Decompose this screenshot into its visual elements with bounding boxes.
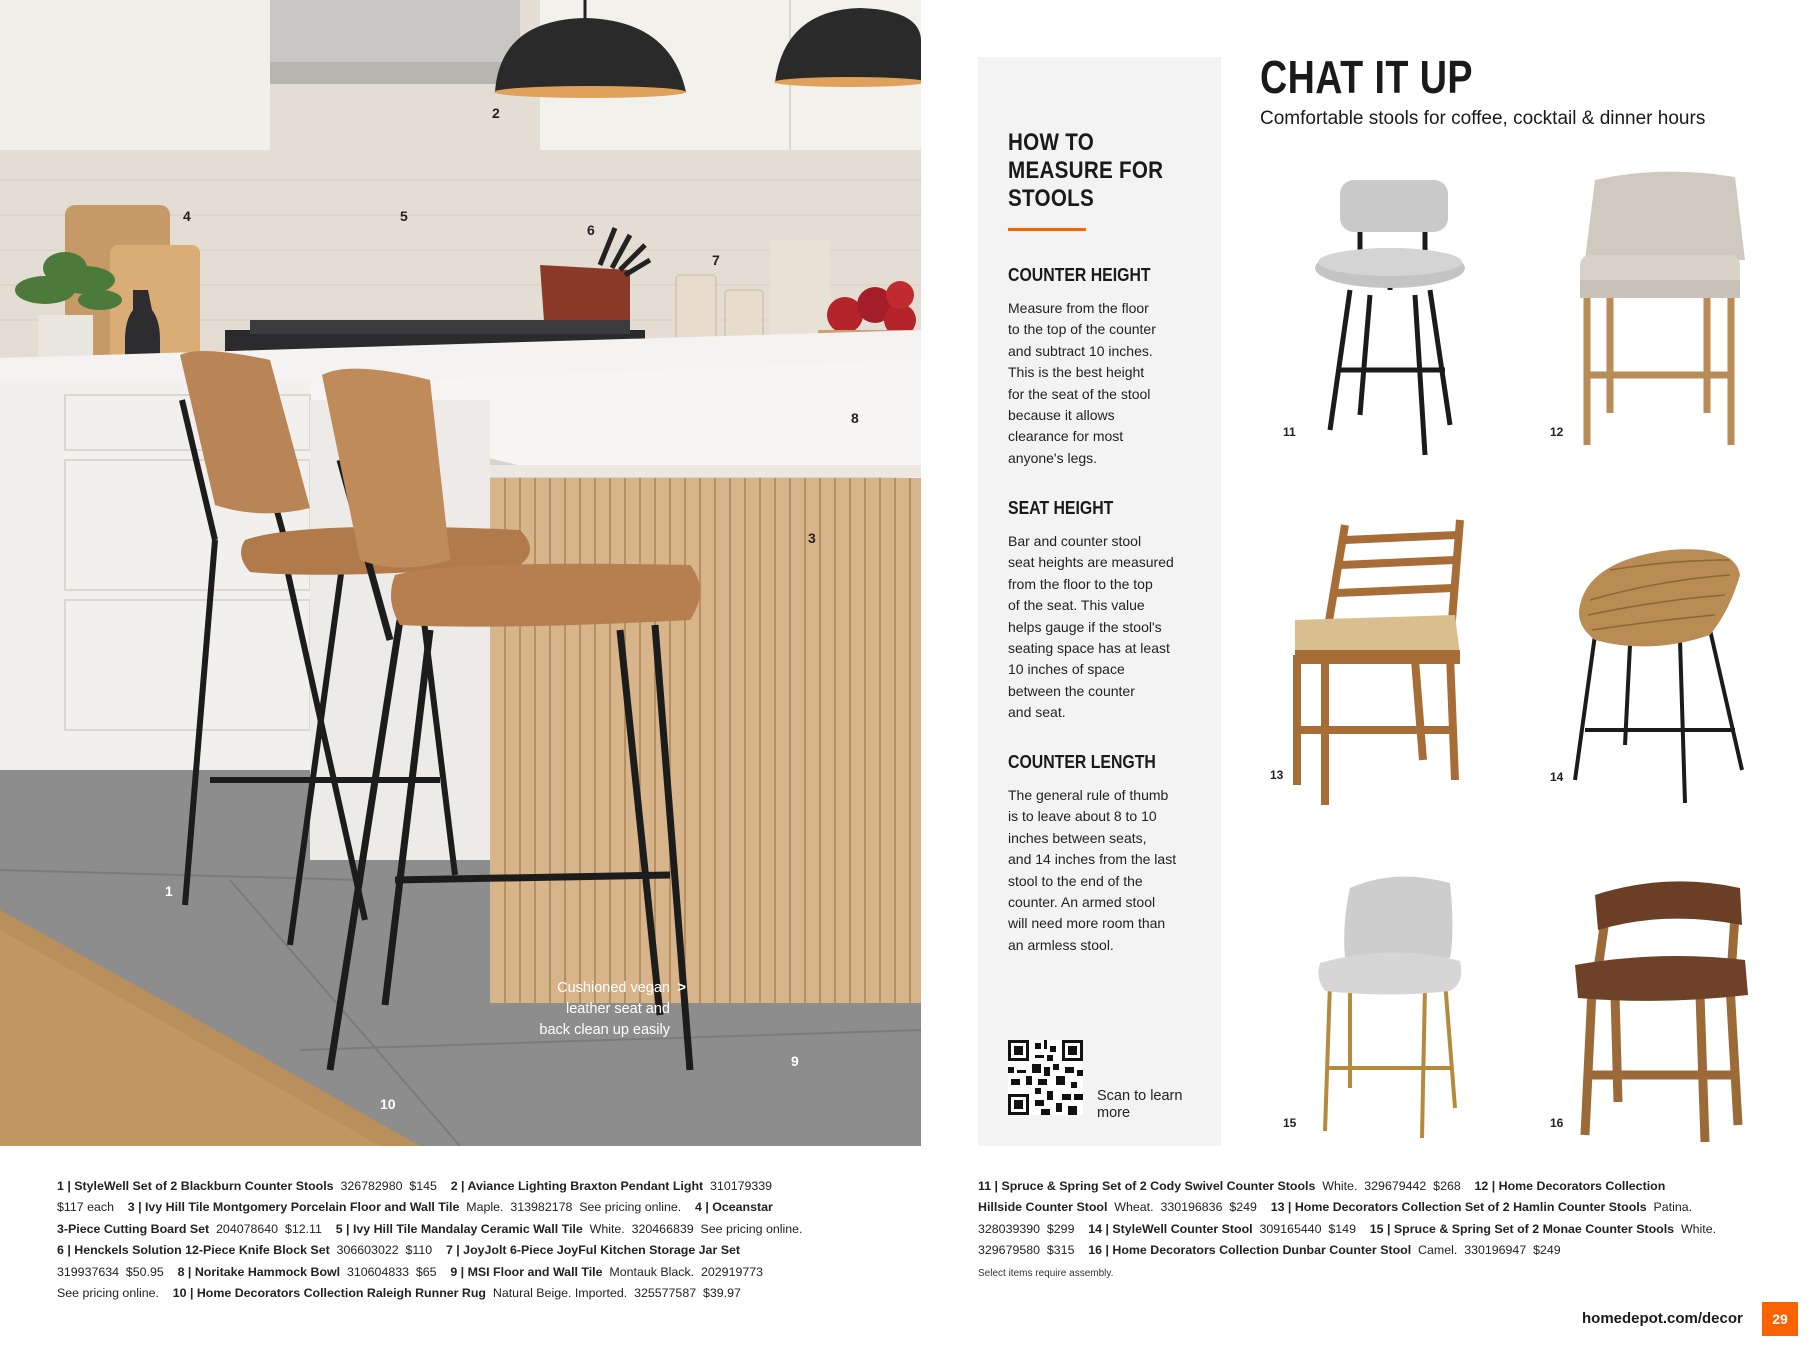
stool-12-image[interactable] — [1565, 165, 1755, 460]
product-name: 8 | Noritake Hammock Bowl — [177, 1264, 341, 1279]
product-name: 9 | MSI Floor and Wall Tile — [450, 1264, 603, 1279]
sidebar-accent-rule — [1008, 228, 1086, 231]
caption-arrow-icon: > — [677, 980, 686, 996]
photo-caption-line: back clean up easily — [539, 1022, 670, 1038]
credit-line — [978, 1219, 1778, 1240]
credit-line — [978, 1197, 1778, 1218]
callout-8: 8 — [851, 410, 859, 426]
product-detail: 310604833 $65 — [340, 1264, 451, 1279]
product-detail: 329679580 $315 — [978, 1243, 1089, 1258]
product-detail: 204078640 $12.11 — [209, 1221, 336, 1236]
photo-caption-line: Cushioned vegan — [557, 980, 670, 996]
page-title: CHAT IT UP — [1260, 51, 1473, 103]
product-detail: White. — [1674, 1221, 1717, 1236]
stool-number: 14 — [1550, 770, 1564, 784]
product-name: Hillside Counter Stool — [978, 1200, 1108, 1215]
product-name: 16 | Home Decorators Collection Dunbar Counter Stool — [1088, 1243, 1412, 1258]
product-detail: White. 329679442 $268 — [1315, 1179, 1475, 1193]
credit-line — [57, 1219, 917, 1240]
product-detail: Wheat. 330196836 $249 — [1107, 1200, 1271, 1215]
product-name: 13 | Home Decorators Collection Set of 2 Hamlin Counter Stools — [1270, 1200, 1647, 1215]
section-body-seat-height: Bar and counter stool seat heights are measured from the floor to the top of the seat. This value helps gauge if the stool's seating space has at least 10 inches of space between the counter and seat. — [1008, 533, 1174, 721]
callout-5: 5 — [400, 208, 408, 224]
product-name: 11 | Spruce & Spring Set of 2 Cody Swivel Counter Stools — [978, 1179, 1316, 1193]
qr-code-icon[interactable] — [1008, 1040, 1083, 1115]
product-detail: Maple. 313982178 See pricing online. — [459, 1200, 695, 1215]
stool-number: 13 — [1270, 768, 1284, 782]
page-number-badge: 29 — [1762, 1302, 1798, 1336]
product-detail: See pricing online. — [57, 1286, 173, 1301]
product-name: 1 | StyleWell Set of 2 Blackburn Counter Stools — [57, 1179, 334, 1193]
callout-7: 7 — [712, 252, 720, 268]
product-credits-left — [57, 1176, 917, 1304]
credit-line — [978, 1176, 1778, 1197]
stool-number: 12 — [1550, 425, 1564, 439]
credit-line — [978, 1240, 1778, 1261]
stool-15-image[interactable] — [1300, 873, 1470, 1143]
product-name: 12 | Home Decorators Collection — [1474, 1179, 1666, 1193]
product-name: 4 | Oceanstar — [695, 1200, 773, 1215]
callout-4: 4 — [183, 208, 191, 224]
product-detail: $117 each — [57, 1200, 128, 1215]
product-detail: 306603022 $110 — [329, 1243, 446, 1258]
product-name: 3-Piece Cutting Board Set — [57, 1221, 210, 1236]
product-detail: 326782980 $145 — [333, 1179, 451, 1193]
callout-10: 10 — [380, 1096, 396, 1112]
stool-13-image[interactable] — [1285, 515, 1475, 810]
section-heading-counter-height: COUNTER HEIGHT — [1008, 265, 1151, 285]
credit-line — [57, 1283, 917, 1304]
footer-url-link[interactable]: homedepot.com/decor — [1582, 1310, 1743, 1327]
section-body-counter-length: The general rule of thumb is to leave about 8 to 10 inches between seats, and 14 inches from the last stool to the end of the counter. An armed stool will need more room than an armless stool. — [1008, 787, 1177, 953]
stool-number: 11 — [1283, 425, 1296, 439]
photo-caption-line: leather seat and — [566, 1001, 670, 1017]
section-body-counter-height: Measure from the floor to the top of the counter and subtract 10 inches. This is the best height for the seat of the stool because it allows clearance for most anyone's legs. — [1008, 300, 1156, 466]
sidebar-title: HOW TO MEASURE FOR STOOLS — [1008, 129, 1164, 212]
section-heading-seat-height: SEAT HEIGHT — [1008, 498, 1114, 518]
kitchen-photo — [0, 0, 921, 1146]
credit-line — [57, 1262, 917, 1283]
callout-6: 6 — [587, 222, 595, 238]
product-name: 2 | Aviance Lighting Braxton Pendant Light — [450, 1179, 704, 1193]
product-name: 14 | StyleWell Counter Stool — [1088, 1221, 1253, 1236]
callout-3: 3 — [808, 530, 816, 546]
product-name: 7 | JoyJolt 6-Piece JoyFul Kitchen Storage Jar Set — [445, 1243, 740, 1258]
product-credits-right — [978, 1176, 1778, 1262]
product-name: 6 | Henckels Solution 12-Piece Knife Block Set — [57, 1243, 330, 1258]
page-subtitle: Comfortable stools for coffee, cocktail & dinner hours — [1260, 108, 1706, 129]
credit-line — [57, 1176, 917, 1197]
kitchen-illustration — [0, 0, 921, 1146]
callout-2: 2 — [492, 105, 500, 121]
product-detail: 319937634 $50.95 — [57, 1264, 178, 1279]
section-heading-counter-length: COUNTER LENGTH — [1008, 752, 1156, 772]
product-detail: Natural Beige. Imported. 325577587 $39.97 — [486, 1286, 741, 1301]
credit-line — [57, 1197, 917, 1218]
product-name: 5 | Ivy Hill Tile Mandalay Ceramic Wall Tile — [335, 1221, 583, 1236]
product-detail: White. 320466839 See pricing online. — [582, 1221, 803, 1236]
credit-line — [57, 1240, 917, 1261]
stool-11-image[interactable] — [1300, 170, 1480, 460]
callout-9: 9 — [791, 1053, 799, 1069]
stool-16-image[interactable] — [1570, 880, 1750, 1145]
callout-1: 1 — [165, 883, 173, 899]
product-name: 10 | Home Decorators Collection Raleigh Runner Rug — [172, 1286, 487, 1301]
product-detail: 310179339 — [703, 1179, 773, 1193]
assembly-note: Select items require assembly. — [978, 1268, 1114, 1279]
product-name: 3 | Ivy Hill Tile Montgomery Porcelain Floor and Wall Tile — [127, 1200, 460, 1215]
product-name: 15 | Spruce & Spring Set of 2 Monae Counter Stools — [1369, 1221, 1675, 1236]
stool-number: 16 — [1550, 1116, 1564, 1130]
scan-to-learn-text: Scan to learn more — [1097, 1088, 1183, 1121]
measure-sidebar — [978, 57, 1221, 1146]
product-detail: 328039390 $299 — [978, 1221, 1089, 1236]
product-detail: Camel. 330196947 $249 — [1411, 1243, 1561, 1258]
photo-caption — [490, 978, 686, 1041]
product-detail: Montauk Black. 202919773 — [602, 1264, 764, 1279]
stool-number: 15 — [1283, 1116, 1297, 1130]
product-detail: 309165440 $149 — [1252, 1221, 1370, 1236]
product-detail: Patina. — [1646, 1200, 1693, 1215]
stool-14-image[interactable] — [1560, 545, 1750, 810]
